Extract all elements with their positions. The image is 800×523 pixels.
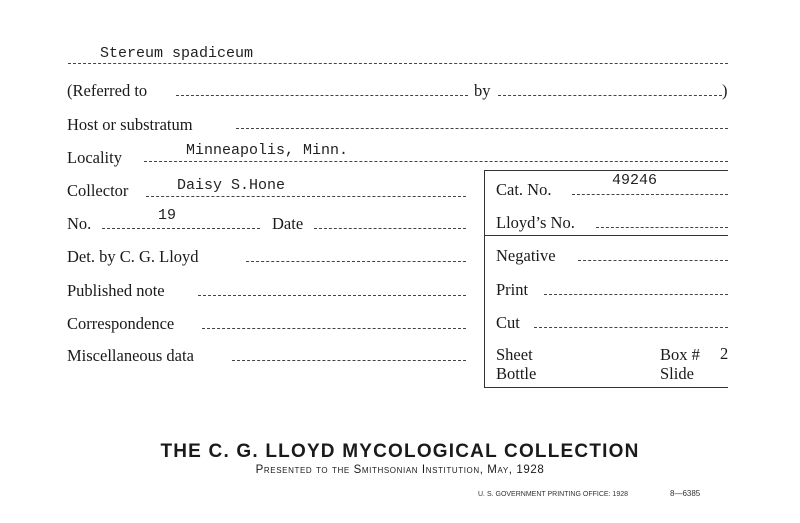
locality-label: Locality: [67, 148, 122, 167]
collector-label: Collector: [67, 181, 129, 200]
collection-title: THE C. G. LLOYD MYCOLOGICAL COLLECTION: [160, 441, 640, 462]
cut-label: Cut: [496, 313, 520, 332]
det-by-line: [246, 261, 466, 262]
published-note-line: [198, 295, 466, 296]
referred-to-label: (Referred to: [67, 81, 148, 100]
cat-no-line: [572, 194, 728, 195]
correspondence-label: Correspondence: [67, 314, 175, 333]
by-label: by: [474, 81, 491, 100]
right-box-top: [484, 170, 728, 171]
cat-no-label: Cat. No.: [496, 180, 552, 199]
no-label: No.: [67, 214, 92, 233]
collector-line: [146, 196, 466, 197]
host-label: Host or substratum: [67, 115, 193, 134]
no-value: 19: [158, 207, 177, 224]
negative-line: [578, 260, 728, 261]
cut-line: [534, 327, 728, 328]
lloyds-no-line: [596, 227, 728, 228]
species-line: [68, 63, 728, 64]
no-line: [102, 228, 260, 229]
published-note-label: Published note: [67, 281, 165, 300]
lloyds-no-label: Lloyd’s No.: [496, 213, 575, 232]
locality-value: Minneapolis, Minn.: [186, 142, 349, 159]
right-box-bottom: [484, 387, 728, 388]
collector-value: Daisy S.Hone: [177, 177, 286, 194]
bottle-label: Bottle: [496, 364, 537, 383]
date-label: Date: [272, 214, 304, 233]
host-line: [236, 128, 728, 129]
sheet-label: Sheet: [496, 345, 533, 364]
correspondence-line: [202, 328, 466, 329]
form-number: 8—6385: [670, 489, 701, 498]
referred-to-line: [176, 95, 468, 96]
misc-data-label: Miscellaneous data: [67, 346, 194, 365]
print-label: Print: [496, 280, 529, 299]
species-name: Stereum spadiceum: [100, 45, 254, 62]
locality-line: [144, 161, 728, 162]
print-line: [544, 294, 728, 295]
slide-label: Slide: [660, 364, 694, 383]
close-paren: ): [722, 81, 728, 100]
printer-note: U. S. GOVERNMENT PRINTING OFFICE: 1928: [478, 491, 629, 498]
lloyds-under-rule: [484, 235, 728, 236]
box-value: 2: [720, 344, 729, 363]
negative-label: Negative: [496, 246, 556, 265]
cat-no-value: 49246: [612, 172, 658, 189]
right-box-divider: [484, 170, 485, 388]
det-by-label: Det. by C. G. Lloyd: [67, 247, 199, 266]
box-label: Box #: [660, 345, 700, 364]
collection-subtitle: Presented to the Smithsonian Institution, May, 1928: [255, 464, 545, 476]
by-line: [498, 95, 722, 96]
date-line: [314, 228, 466, 229]
misc-data-line: [232, 360, 466, 361]
